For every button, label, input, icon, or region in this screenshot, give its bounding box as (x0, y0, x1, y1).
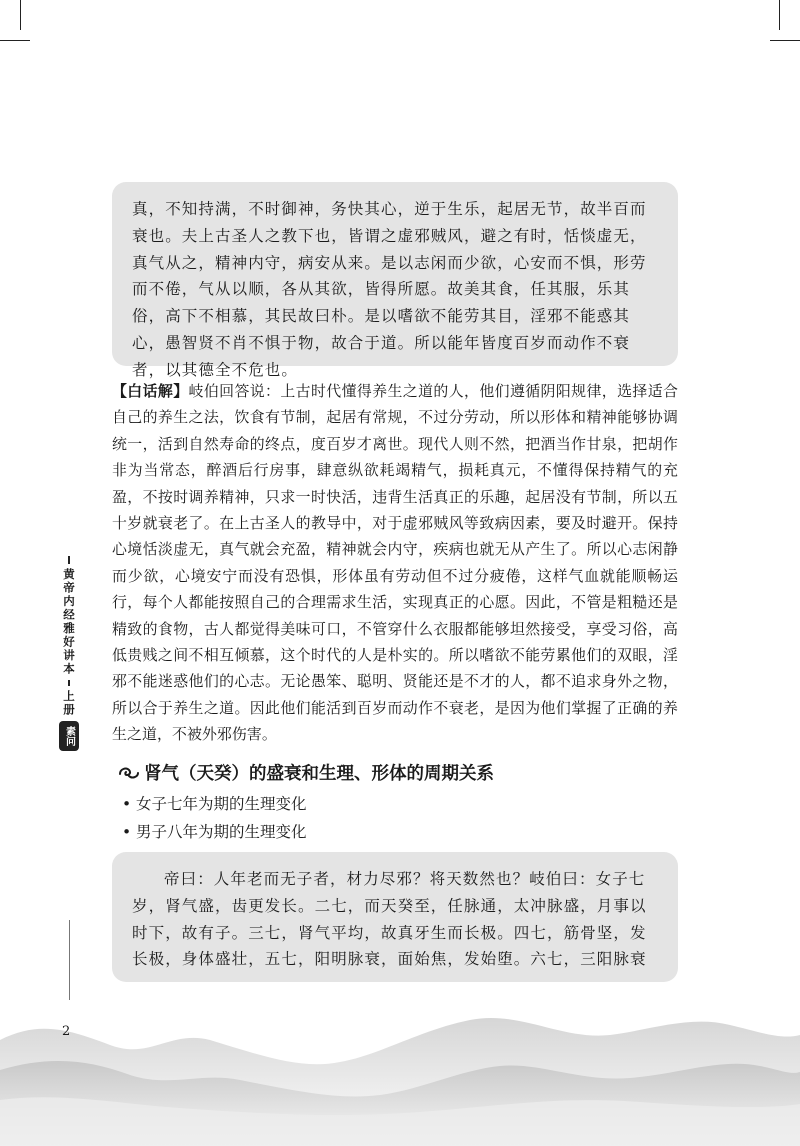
book-title-vertical: 黄帝内经雅好讲本 (62, 568, 76, 676)
volume-badge: 素问 (59, 721, 79, 751)
sidebar-thin-rule (69, 920, 70, 1000)
classic-text: 帝曰：人年老而无子者，材力尽邪？将天数然也？岐伯曰：女子七岁，肾气盛，齿更发长。二七，而天癸至，任脉通，太冲脉盛，月事以时下，故有子。三七，肾气平均，故真牙生而长极。四七，筋骨坚，发长极，身体盛壮，五七，阳明脉衰，面始焦，发始堕。六七，三阳脉衰 (132, 870, 647, 969)
section-bullet-list (122, 790, 307, 846)
list-item: • 男子八年为期的生理变化 (122, 818, 307, 846)
explanation-paragraph (112, 378, 678, 748)
crop-mark (770, 40, 800, 41)
crop-mark (20, 0, 21, 30)
explanation-tag: 【白话解】 (112, 382, 189, 400)
mountain-landscape-decoration (0, 1000, 800, 1146)
page-number: 2 (62, 1024, 71, 1039)
volume-label: 上册 (62, 690, 76, 717)
section-title: 肾气（天癸）的盛衰和生理、形体的周期关系 (144, 764, 494, 784)
bullet-icon: • (122, 795, 132, 813)
list-item: • 女子七年为期的生理变化 (122, 790, 307, 818)
classic-text: 真，不知持满，不时御神，务快其心，逆于生乐，起居无节，故半百而衰也。夫上古圣人之教下也，皆谓之虚邪贼风，避之有时，恬惔虚无，真气从之，精神内守，病安从来。是以志闲而少欲，心安而不惧，形劳而不倦，气从以顺，各从其欲，皆得所愿。故美其食，任其服，乐其俗，高下不相慕，其民故曰朴。是以嗜欲不能劳其目，淫邪不能惑其心，愚智贤不肖不惧于物，故合于道。所以能年皆度百岁而动作不衰者，以其德全不危也。 (132, 200, 647, 379)
book-sidebar (56, 556, 82, 751)
classic-text-box (112, 182, 678, 379)
bullet-icon: • (122, 823, 132, 841)
crop-mark (0, 40, 30, 41)
section-heading (118, 760, 494, 785)
swirl-cloud-icon (118, 765, 140, 781)
crop-mark (779, 0, 780, 30)
classic-text-box (112, 852, 678, 982)
sidebar-rule (68, 556, 70, 564)
explanation-text: 岐伯回答说：上古时代懂得养生之道的人，他们遵循阴阳规律，选择适合自己的养生之法，饮食有节制，起居有常规，不过分劳动，所以形体和精神能够协调统一，活到自然寿命的终点，度百岁才离世。现代人则不然，把酒当作甘泉，把胡作非为当常态，醉酒后行房事，肆意纵欲耗竭精气，损耗真元，不懂得保持精气的充盈，不按时调养精神，只求一时快活，违背生活真正的乐趣，起居没有节制，所以五十岁就衰老了。在上古圣人的教导中，对于虚邪贼风等致病因素，要及时避开。保持心境恬淡虚无，真气就会充盈，精神就会内守，疾病也就无从产生了。所以心志闲静而少欲，心境安宁而没有恐惧，形体虽有劳动但不过分疲倦，这样气血就能顺畅运行，每个人都能按照自己的合理需求生活，实现真正的心愿。因此，不管是粗糙还是精致的食物，古人都觉得美味可口，不管穿什么衣服都能够坦然接受，享受习俗，高低贵贱之间不相互倾慕，这个时代的人是朴实的。所以嗜欲不能劳累他们的双眼，淫邪不能迷惑他们的心志。无论愚笨、聪明、贤能还是不才的人，都不追求身外之物，所以合于养生之道。因此他们能活到百岁而动作不衰老，是因为他们掌握了正确的养生之道，不被外邪伤害。 (112, 382, 678, 744)
